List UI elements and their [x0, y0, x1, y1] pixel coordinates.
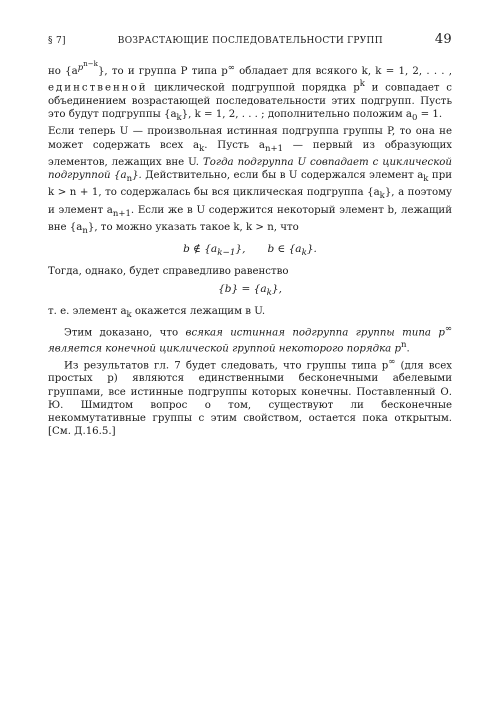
paragraph-5: Этим доказано, что всякая истинная подгруппа группы типа p∞ является конечной циклической группой некоторого порядка $p^n$.: [48, 323, 452, 355]
page-number: 49: [434, 32, 452, 47]
paragraph-4: т. е. элемент $a_k$ окажется лежащим в U.: [48, 306, 266, 321]
running-title: ВОЗРАСТАЮЩИЕ ПОСЛЕДОВАТЕЛЬНОСТИ ГРУПП: [117, 36, 383, 46]
paragraph-6: Из результатов гл. 7 будет следовать, что группы типа p∞ (для всех простых p) являются единственными бесконечными абелевыми группами, все истинные подгруппы которых конечны. Поставленный О. Ю. Шмидтом вопрос о том, существуют ли бесконечные некоммутативные группы с этим свойством, остается пока открытым. [См. Д.16.5.]: [48, 356, 453, 438]
running-header: [48, 32, 452, 47]
paragraph-3: Тогда, однако, будет справедливо равенство: [48, 266, 289, 278]
paragraph-1: но $\{a^{p^{n-k}}\}$, то и группа P типа p∞ обладает для всякого k, k = 1, 2, . . . , единственной циклической подгруппой порядка $p^k$ и совпадает с объединением возрастающей последовательности этих подгрупп. Пусть это будут подгруппы $\{a_k\}$, k = 1, 2, . . . ; дополнительно положим $a_0 = 1$.: [48, 59, 452, 124]
paragraph-2: Если теперь U — произвольная истинная подгруппа группы P, то она не может содержать всех $a_k$. Пусть $a_{n+1}$ — первый из образующих элементов, лежащих вне U. Тогда подгруппа U совпадает с циклической подгруппой $\{a_n\}$. Действительно, если бы в U содержался элемент $a_k$ при k > n + 1, то содержалась бы вся циклическая подгруппа $\{a_k\}$, а поэтому и элемент $a_{n+1}$. Если же в U содержится некоторый элемент b, лежащий вне $\{a_n\}$, то можно указать такое k, k > n, что: [48, 126, 453, 236]
section-mark: § 7]: [48, 36, 66, 46]
formula-2: $\{b\} = \{a_k\}$,: [218, 283, 282, 299]
page: [48, 32, 452, 438]
page-body: [48, 57, 452, 438]
formula-1: b ∉ $\{a_{k-1}\}$, b ∈ $\{a_k\}$.: [183, 243, 317, 259]
